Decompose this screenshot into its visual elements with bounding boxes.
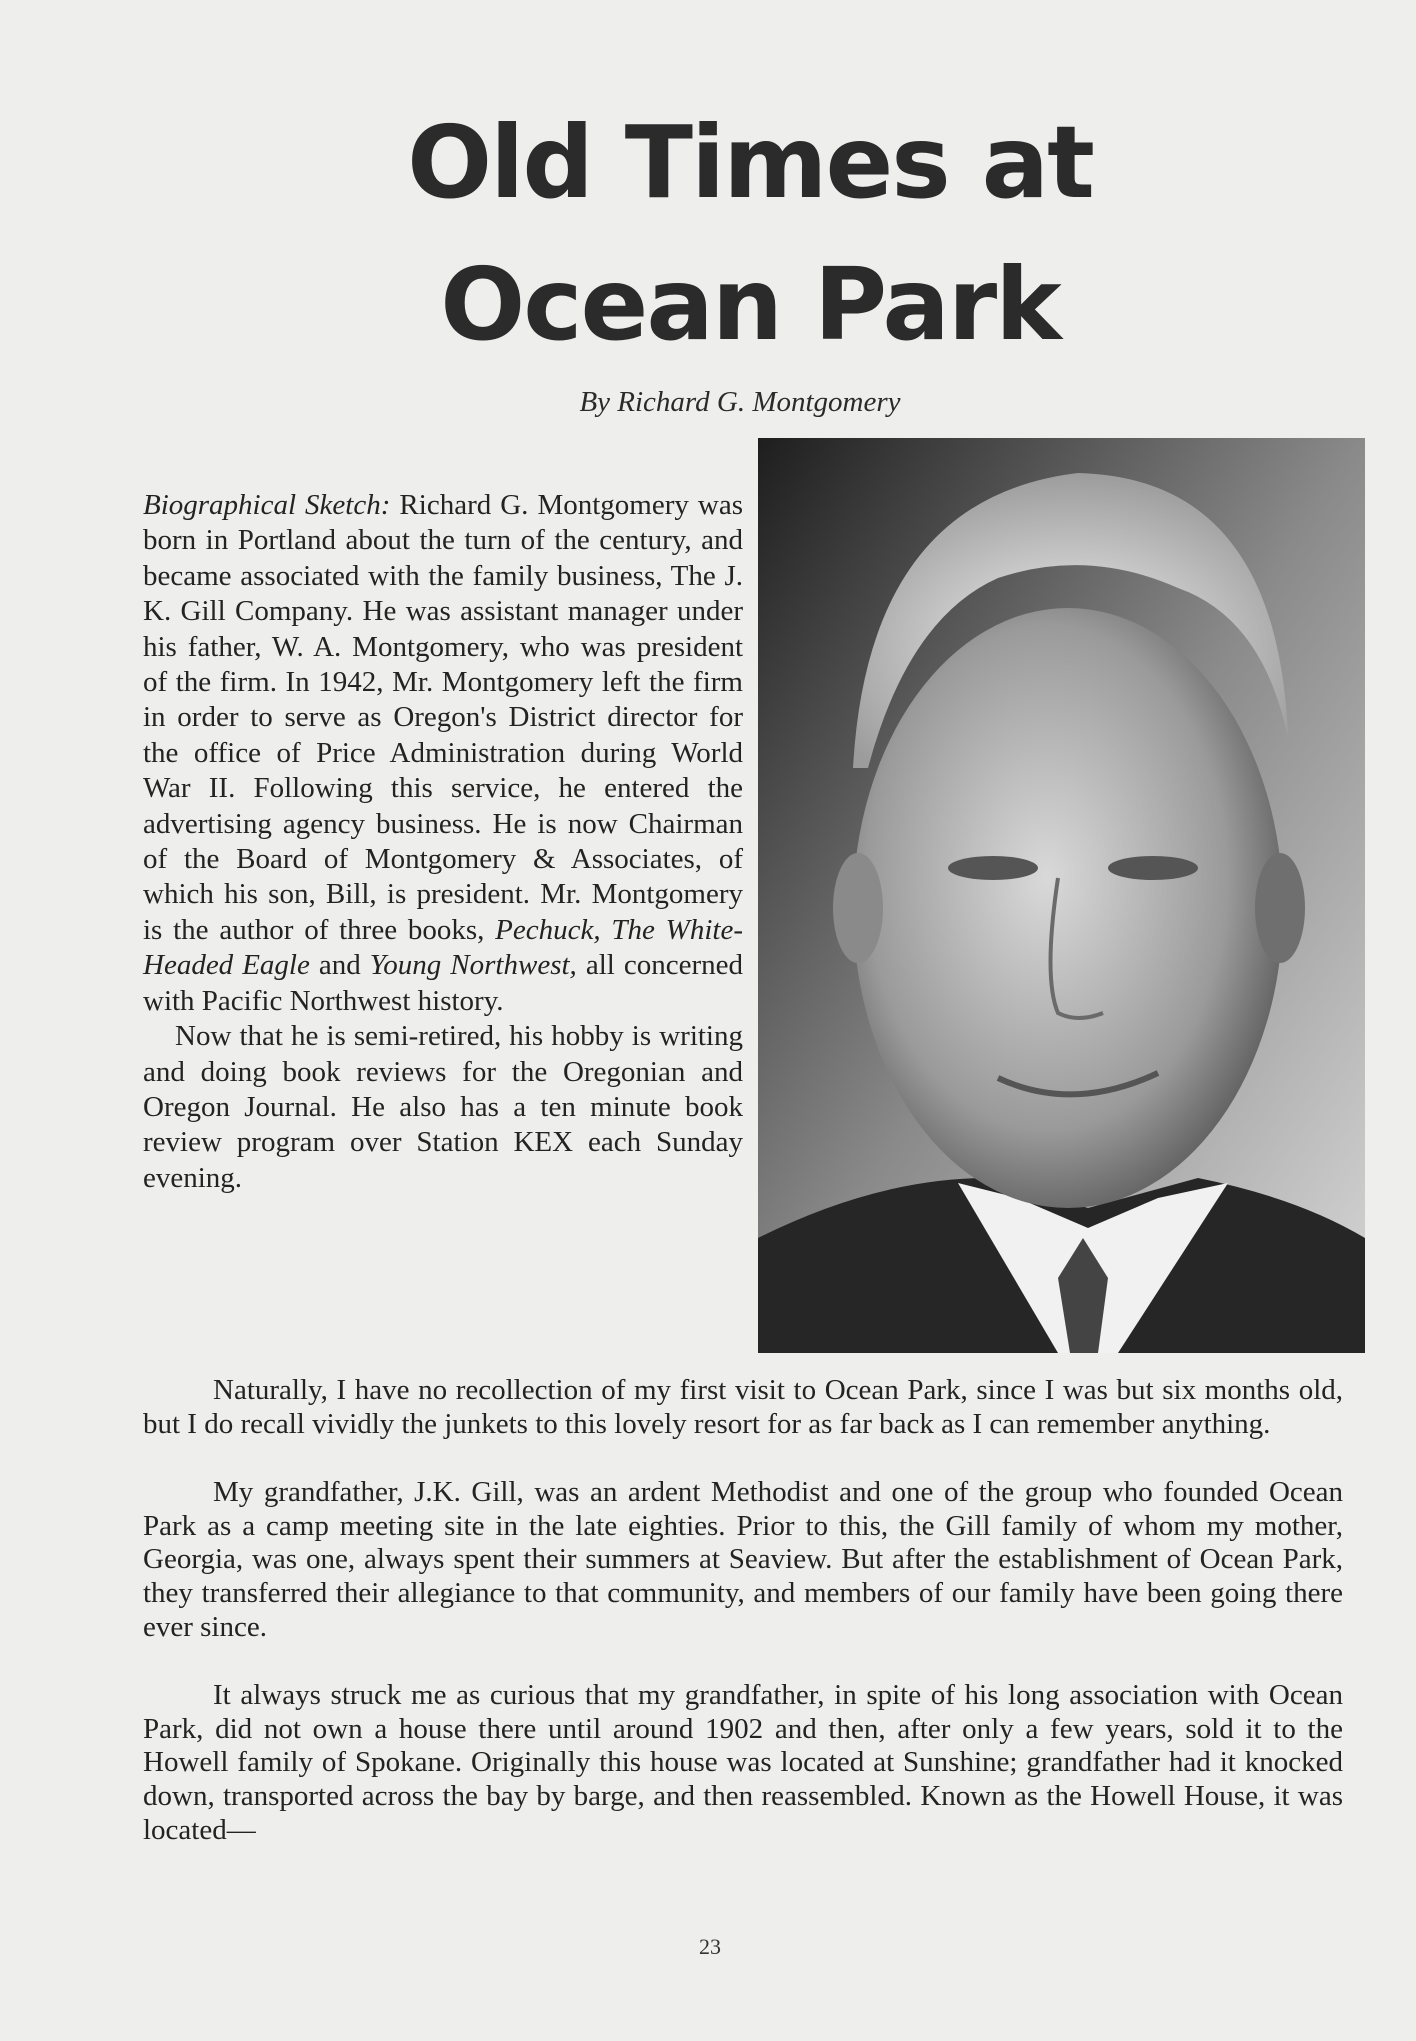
sketch-paragraph-1 [143,488,743,1019]
biographical-sketch [143,488,743,1196]
sketch-text-c: all concerned with Pacific Northwest history. [143,949,743,1017]
sketch-label: Biographical Sketch: [143,489,391,521]
sketch-text-b: and [309,949,370,982]
book-title-young-northwest: Young Northwest, [369,949,577,982]
body-paragraph-1: Naturally, I have no recollection of my first visit to Ocean Park, since I was but six months old, but I do recall vividly the junkets to this lovely resort for as far back as I can remember anything. [143,1374,1343,1440]
body-paragraph-3: It always struck me as curious that my grandfather, in spite of his long association with Ocean Park, did not own a house there until around 1902 and then, after only a few years, sold it to the Howell family of Spokane. Originally this house was located at Sunshine; grandfather had it knocked down, transported across the bay by barge, and then reassembled. Known as the Howell House, it was located— [143,1679,1343,1846]
sketch-text-a: Richard G. Montgomery was born in Portland about the turn of the century, and became associated with the family business, The J. K. Gill Company. He was assistant manager under his father, W. A. Montgomery, who was president of the firm. In 1942, Mr. Montgomery left the firm in order to serve as Oregon's District director for the office of Price Administration during World War II. Following this service, he entered the advertising agency business. He is now Chairman of the Board of Montgomery & Associates, of which his son, Bill, is president. Mr. Montgomery is the author of three books, [143,489,744,946]
article-title-line-1: Old Times at [407,104,1093,221]
article-body [143,1374,1343,1882]
portrait-illustration [758,438,1365,1353]
page-number: 23 [699,1934,721,1959]
sketch-paragraph-2: Now that he is semi-retired, his hobby is writing and doing book reviews for the Oregonian and Oregon Journal. He also has a ten minute book review program over Station KEX each Sunday evening. [143,1020,743,1194]
book-title-pechuck: Pechuck, The White-Headed Eagle [143,913,743,982]
article-title [300,92,1200,376]
byline: By Richard G. Montgomery [579,386,901,418]
article-title-line-2: Ocean Park [440,246,1060,363]
author-portrait-photo [758,438,1365,1353]
body-paragraph-2: My grandfather, J.K. Gill, was an ardent Methodist and one of the group who founded Ocean Park as a camp meeting site in the late eighties. Prior to this, the Gill family of whom my mother, Georgia, was one, always spent their summers at Seaview. But after the establishment of Ocean Park, they transferred their allegiance to that community, and members of our family have been going there ever since. [143,1476,1343,1643]
